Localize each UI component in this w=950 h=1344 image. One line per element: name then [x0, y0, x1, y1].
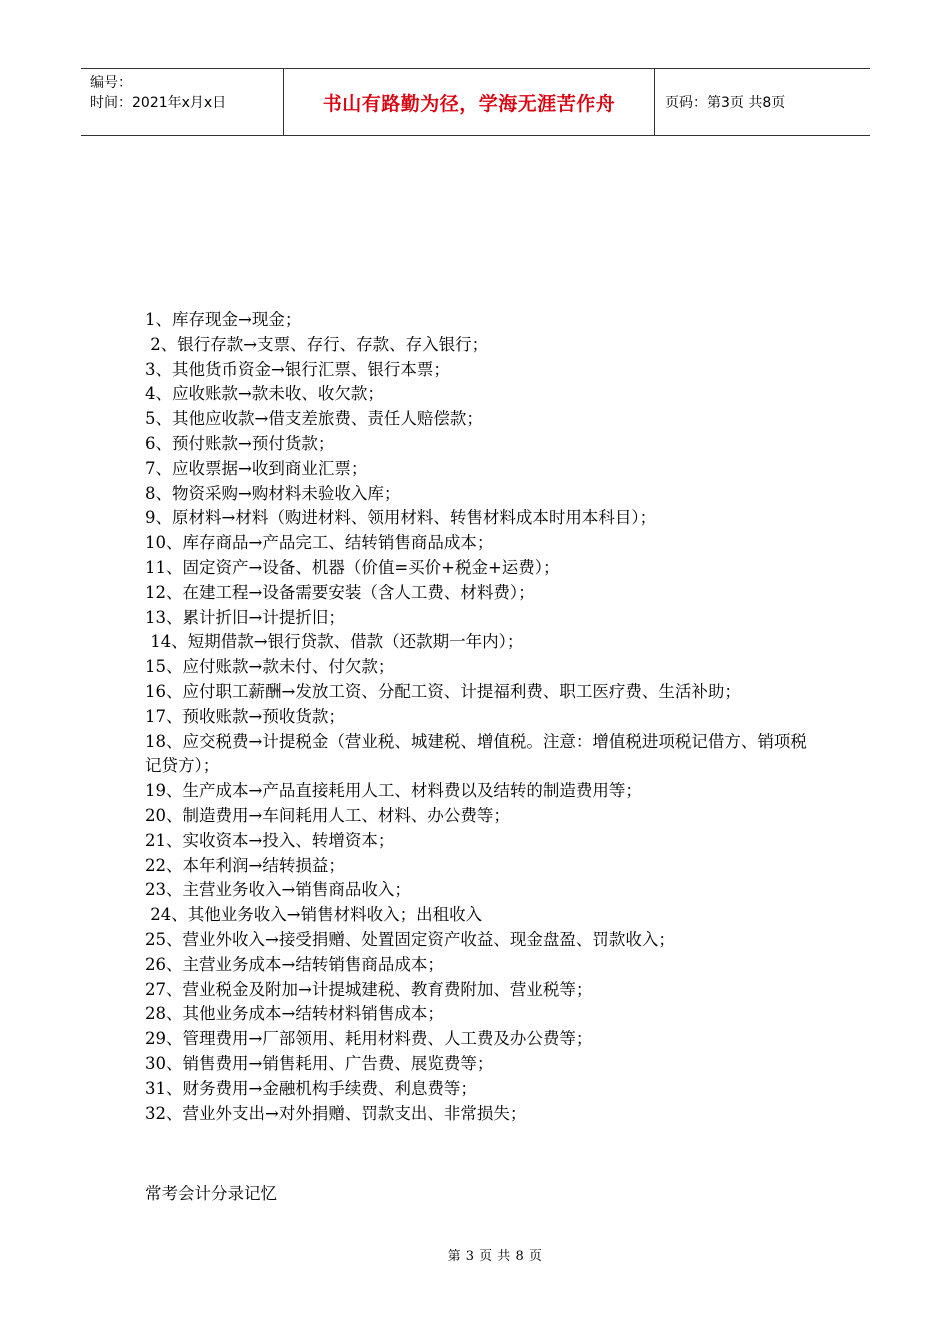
list-item: 30、销售费用→销售耗用、广告费、展览费等；	[145, 1053, 494, 1073]
section-title: 常考会计分录记忆	[145, 1184, 277, 1203]
list-item: 25、营业外收入→接受捐赠、处置固定资产收益、现金盘盈、罚款收入；	[145, 929, 675, 949]
list-item: 5、其他应收款→借支差旅费、责任人赔偿款；	[145, 409, 483, 429]
list-item: 2、银行存款→支票、存行、存款、存入银行；	[145, 334, 489, 354]
list-item: 18、应交税费→计提税金（营业税、城建税、增值税。注意：增值税进项税记借方、销项税记贷方）；	[145, 731, 807, 776]
list-item: 31、财务费用→金融机构手续费、利息费等；	[145, 1078, 477, 1098]
list-item: 32、营业外支出→对外捐赠、罚款支出、非常损失；	[145, 1103, 527, 1123]
list-item: 3、其他货币资金→银行汇票、银行本票；	[145, 359, 450, 379]
list-item: 26、主营业务成本→结转销售商品成本；	[145, 954, 444, 974]
list-item: 24、其他业务收入→销售材料收入；出租收入	[145, 905, 483, 925]
account-list	[145, 308, 810, 1126]
list-item: 16、应付职工薪酬→发放工资、分配工资、计提福利费、职工医疗费、生活补助；	[145, 681, 741, 701]
list-item: 21、实收资本→投入、转增资本；	[145, 830, 395, 850]
document-number-label: 编号：	[90, 75, 132, 91]
list-item: 10、库存商品→产品完工、结转销售商品成本；	[145, 533, 494, 553]
list-item: 15、应付账款→款未付、付欠款；	[145, 657, 395, 677]
page-header	[81, 68, 870, 136]
list-item: 8、物资采购→购材料未验收入库；	[145, 483, 401, 503]
list-item: 1、库存现金→现金；	[145, 310, 302, 329]
document-date-label: 时间：2021年x月x日	[90, 95, 227, 111]
list-item: 7、应收票据→收到商业汇票；	[145, 458, 368, 478]
list-item: 4、应收账款→款未收、收欠款；	[145, 384, 384, 404]
header-meta	[81, 69, 283, 135]
list-item: 9、原材料→材料（购进材料、领用材料、转售材料成本时用本科目）；	[145, 508, 657, 528]
list-item: 22、本年利润→结转损益；	[145, 855, 345, 875]
list-item: 12、在建工程→设备需要安装（含人工费、材料费）；	[145, 582, 535, 602]
list-item: 11、固定资产→设备、机器（价值=买价+税金+运费）；	[145, 557, 560, 577]
list-item: 27、营业税金及附加→计提城建税、教育费附加、营业税等；	[145, 979, 593, 999]
header-motto: 书山有路勤为径，学海无涯苦作舟	[283, 69, 655, 135]
list-item: 19、生产成本→产品直接耗用人工、材料费以及结转的制造费用等；	[145, 781, 642, 801]
list-item: 20、制造费用→车间耗用人工、材料、办公费等；	[145, 805, 510, 825]
list-item: 29、管理费用→厂部领用、耗用材料费、人工费及办公费等；	[145, 1029, 593, 1049]
list-item: 14、短期借款→银行贷款、借款（还款期一年内）；	[145, 632, 524, 652]
list-item: 17、预收账款→预收货款；	[145, 706, 345, 726]
list-item: 23、主营业务收入→销售商品收入；	[145, 880, 411, 900]
list-item: 28、其他业务成本→结转材料销售成本；	[145, 1004, 444, 1024]
page-footer: 第 3 页 共 8 页	[447, 1249, 543, 1264]
list-item: 13、累计折旧→计提折旧；	[145, 607, 345, 627]
header-page-code: 页码：第3页 共8页	[665, 95, 786, 111]
list-item: 6、预付账款→预付货款；	[145, 433, 335, 453]
